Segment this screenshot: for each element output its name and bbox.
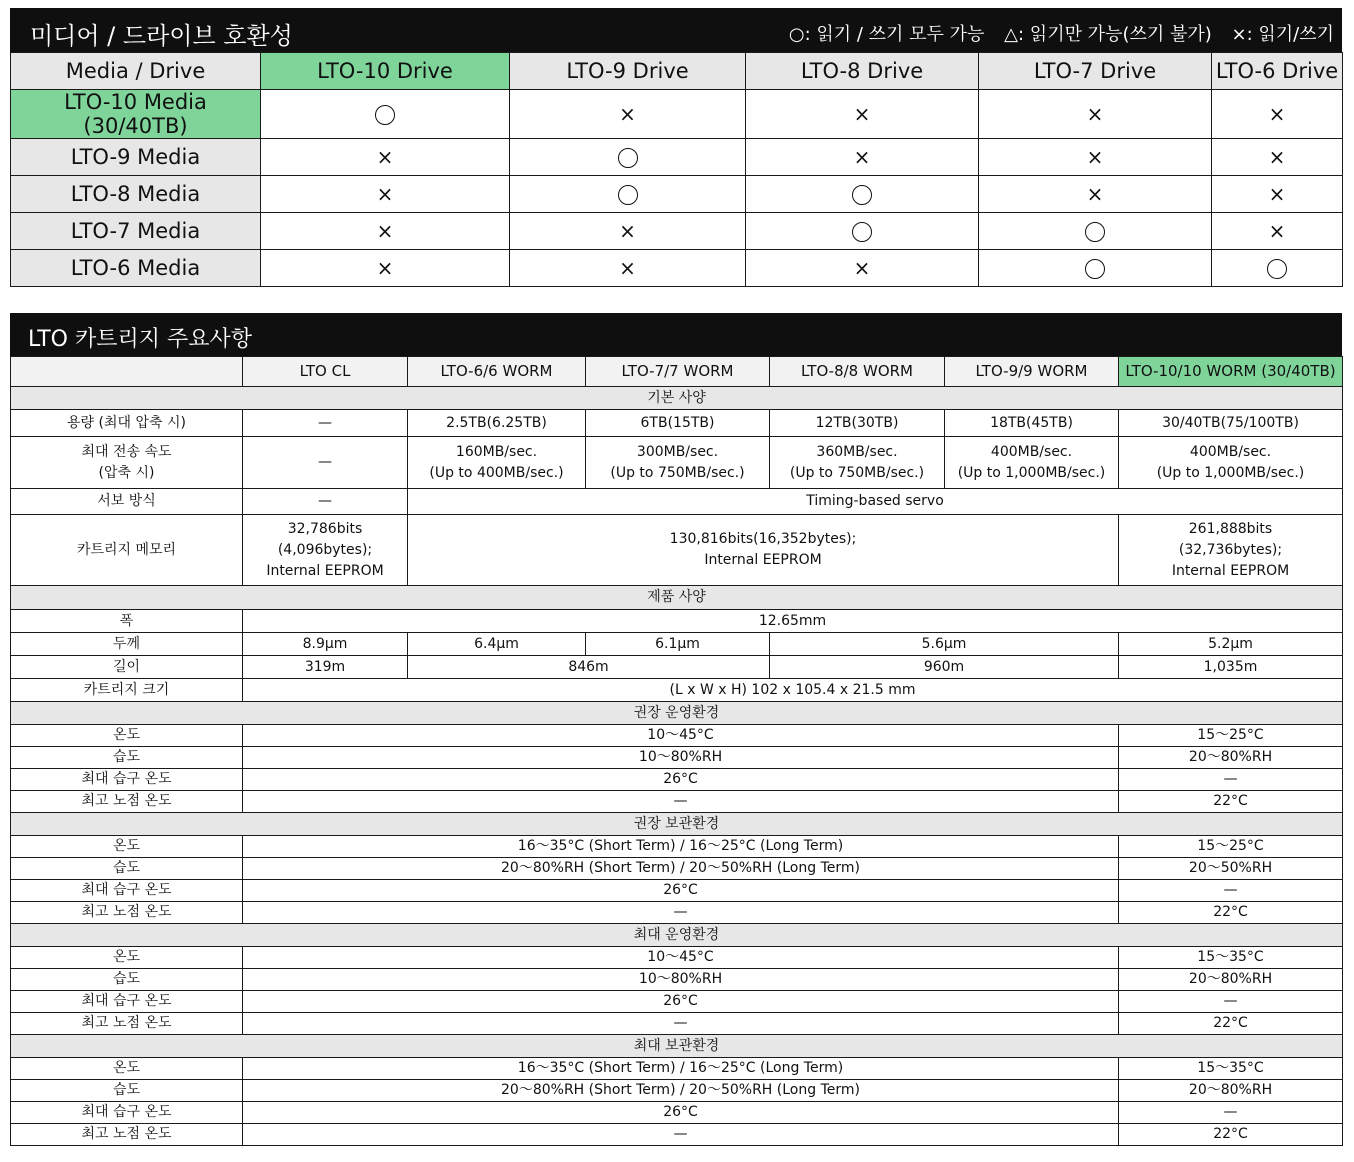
cross-mark-icon: × <box>1268 145 1286 169</box>
legend-read-write: ○: 읽기 / 쓰기 모두 가능 <box>788 24 985 45</box>
capacity-cell: 18TB(45TB) <box>945 410 1119 437</box>
compat-cell <box>510 139 746 176</box>
compat-cell <box>1212 139 1343 176</box>
env-value-lto10: 20～80%RH <box>1119 969 1343 991</box>
compat-legend <box>775 20 1334 46</box>
spec-title: LTO 카트리지 주요사항 <box>28 327 252 352</box>
compat-header-row <box>11 53 1343 90</box>
cross-mark-icon: × <box>1086 182 1104 206</box>
speed-cell <box>945 437 1119 489</box>
cross-mark-icon: × <box>619 102 636 126</box>
col-lto6: LTO-6/6 WORM <box>408 357 586 387</box>
env-row-temp <box>11 725 1343 747</box>
env-label: 습도 <box>11 1080 243 1102</box>
speed-compressed: (Up to 1,000MB/sec.) <box>1156 464 1305 481</box>
compat-row <box>11 213 1343 250</box>
col-lto7: LTO-7/7 WORM <box>586 357 770 387</box>
compat-table <box>10 52 1343 287</box>
speed-value: 400MB/sec. <box>990 443 1073 460</box>
cross-mark-icon: × <box>376 145 394 169</box>
env-value-lto10: — <box>1119 991 1343 1013</box>
cross-mark-icon: × <box>1268 102 1286 126</box>
env-value: — <box>243 1124 1119 1146</box>
drive-lto6: LTO-6 Drive <box>1212 53 1343 90</box>
thickness-cell: 6.1μm <box>586 633 770 656</box>
cross-mark-icon: × <box>376 182 394 206</box>
legend-read-only: △: 읽기만 가능(쓰기 불가) <box>1004 24 1212 45</box>
media-label: LTO-9 Media <box>11 139 261 176</box>
circle-mark-icon <box>618 185 638 205</box>
media-label: LTO-6 Media <box>11 250 261 287</box>
env-value: — <box>243 902 1119 924</box>
circle-mark-icon <box>852 185 872 205</box>
drive-lto10: LTO-10 Drive <box>261 53 510 90</box>
env-row-temp <box>11 947 1343 969</box>
col-lto8: LTO-8/8 WORM <box>770 357 945 387</box>
speed-label <box>11 437 243 489</box>
speed-value: 360MB/sec. <box>816 443 898 460</box>
memory-line: 130,816bits(16,352bytes); <box>669 531 857 547</box>
memory-line: 32,786bits <box>287 520 363 537</box>
servo-cell: — <box>243 489 408 515</box>
speed-compressed: (Up to 1,000MB/sec.) <box>957 464 1106 481</box>
env-row-dew-point <box>11 791 1343 813</box>
cross-mark-icon: × <box>1268 219 1286 243</box>
env-value: 26°C <box>243 991 1119 1013</box>
memory-cell <box>243 515 408 586</box>
compat-row <box>11 90 1343 139</box>
drive-lto8: LTO-8 Drive <box>746 53 979 90</box>
circle-mark-icon <box>375 105 395 125</box>
compat-cell <box>1212 176 1343 213</box>
cross-mark-icon: × <box>853 256 871 280</box>
circle-mark-icon <box>1085 259 1105 279</box>
thickness-cell: 8.9μm <box>243 633 408 656</box>
env-label: 습도 <box>11 858 243 880</box>
size-row <box>11 679 1343 702</box>
compat-title-bar <box>10 8 1342 52</box>
memory-line: Internal EEPROM <box>266 562 384 579</box>
env-value-lto10: 20～50%RH <box>1119 858 1343 880</box>
length-row <box>11 656 1343 679</box>
speed-value: 400MB/sec. <box>1189 443 1272 460</box>
spec-table <box>10 356 1343 1146</box>
env-label: 습도 <box>11 747 243 769</box>
cross-mark-icon: × <box>1086 102 1104 126</box>
compat-cell <box>510 213 746 250</box>
env-row-dew-point <box>11 1124 1343 1146</box>
env-value: 16～35°C (Short Term) / 16～25°C (Long Term) <box>243 1058 1119 1080</box>
env-row-dew-point <box>11 902 1343 924</box>
capacity-cell: — <box>243 410 408 437</box>
cross-mark-icon: × <box>619 256 636 280</box>
servo-label: 서보 방식 <box>11 489 243 515</box>
env-value-lto10: 15～25°C <box>1119 725 1343 747</box>
drive-lto7: LTO-7 Drive <box>979 53 1212 90</box>
section-basic: 기본 사양 <box>11 387 1343 410</box>
env-value-lto10: 15～35°C <box>1119 947 1343 969</box>
compat-cell <box>261 139 510 176</box>
length-cell: 1,035m <box>1119 656 1343 679</box>
cross-mark-icon: × <box>1268 182 1286 206</box>
env-label: 최고 노점 온도 <box>11 791 243 813</box>
env-label: 최대 습구 온도 <box>11 880 243 902</box>
env-value: 10～45°C <box>243 725 1119 747</box>
circle-mark-icon <box>1267 259 1287 279</box>
env-label: 최대 습구 온도 <box>11 1102 243 1124</box>
env-row-wet-bulb <box>11 769 1343 791</box>
memory-line: Internal EEPROM <box>1171 562 1290 579</box>
env-value: 20～80%RH (Short Term) / 20～50%RH (Long Term) <box>243 1080 1119 1102</box>
size-label: 카트리지 크기 <box>11 679 243 702</box>
env-label: 온도 <box>11 947 243 969</box>
spec-corner <box>11 357 243 387</box>
env-row-temp <box>11 836 1343 858</box>
media-label: LTO-8 Media <box>11 176 261 213</box>
env-label: 습도 <box>11 969 243 991</box>
length-label: 길이 <box>11 656 243 679</box>
env-row-wet-bulb <box>11 991 1343 1013</box>
memory-cell <box>1119 515 1343 586</box>
circle-mark-icon <box>618 148 638 168</box>
thickness-cell: 6.4μm <box>408 633 586 656</box>
compat-cell <box>261 250 510 287</box>
size-cell: (L x W x H) 102 x 105.4 x 21.5 mm <box>243 679 1343 702</box>
memory-cell <box>408 515 1119 586</box>
env-row-humidity <box>11 858 1343 880</box>
speed-compressed: (Up to 750MB/sec.) <box>610 464 745 481</box>
memory-row <box>11 515 1343 586</box>
env-value-lto10: 15～25°C <box>1119 836 1343 858</box>
env-label: 최대 습구 온도 <box>11 991 243 1013</box>
memory-line: (4,096bytes); <box>277 541 373 558</box>
speed-row <box>11 437 1343 489</box>
speed-value: 160MB/sec. <box>455 443 538 460</box>
cross-mark-icon: × <box>853 102 871 126</box>
env-value: 16～35°C (Short Term) / 16～25°C (Long Term) <box>243 836 1119 858</box>
env-value: 10～45°C <box>243 947 1119 969</box>
capacity-cell: 6TB(15TB) <box>586 410 770 437</box>
env-label: 온도 <box>11 836 243 858</box>
col-lto10: LTO-10/10 WORM (30/40TB) <box>1119 357 1343 387</box>
compat-cell <box>979 139 1212 176</box>
width-cell: 12.65mm <box>243 610 1343 633</box>
cross-mark-icon: × <box>376 256 394 280</box>
circle-mark-icon <box>852 222 872 242</box>
compat-cell <box>979 213 1212 250</box>
cross-mark-icon: × <box>619 219 636 243</box>
env-row-humidity <box>11 969 1343 991</box>
compat-cell <box>261 90 510 139</box>
section-env: 최대 보관환경 <box>11 1035 1343 1058</box>
col-lto9: LTO-9/9 WORM <box>945 357 1119 387</box>
compat-cell <box>746 213 979 250</box>
compat-cell <box>746 250 979 287</box>
env-label: 온도 <box>11 1058 243 1080</box>
speed-value: 300MB/sec. <box>636 443 719 460</box>
env-row-temp <box>11 1058 1343 1080</box>
length-cell: 319m <box>243 656 408 679</box>
env-label: 최대 습구 온도 <box>11 769 243 791</box>
env-value-lto10: 22°C <box>1119 791 1343 813</box>
compat-cell <box>746 176 979 213</box>
env-label: 온도 <box>11 725 243 747</box>
section-env: 최대 운영환경 <box>11 924 1343 947</box>
servo-cell: Timing-based servo <box>408 489 1343 515</box>
speed-label-line: (압축 시) <box>98 464 155 481</box>
env-row-humidity <box>11 1080 1343 1102</box>
width-row <box>11 610 1343 633</box>
cross-mark-icon: × <box>376 219 394 243</box>
env-row-wet-bulb <box>11 1102 1343 1124</box>
length-cell: 960m <box>770 656 1119 679</box>
spec-title-bar <box>10 313 1342 356</box>
speed-compressed: (Up to 750MB/sec.) <box>789 464 925 481</box>
env-row-dew-point <box>11 1013 1343 1035</box>
env-value: — <box>243 791 1119 813</box>
env-row-humidity <box>11 747 1343 769</box>
media-label: LTO-10 Media (30/40TB) <box>11 90 261 139</box>
env-label: 최고 노점 온도 <box>11 902 243 924</box>
env-row-wet-bulb <box>11 880 1343 902</box>
section-product: 제품 사양 <box>11 586 1343 610</box>
env-value: 10～80%RH <box>243 747 1119 769</box>
capacity-label: 용량 (최대 압축 시) <box>11 410 243 437</box>
compat-cell <box>510 90 746 139</box>
compat-cell <box>746 139 979 176</box>
compat-row <box>11 139 1343 176</box>
speed-compressed: (Up to 400MB/sec.) <box>429 464 564 481</box>
speed-cell: — <box>243 437 408 489</box>
thickness-cell: 5.6μm <box>770 633 1119 656</box>
env-value-lto10: — <box>1119 769 1343 791</box>
thickness-label: 두께 <box>11 633 243 656</box>
speed-cell <box>408 437 586 489</box>
env-value-lto10: 22°C <box>1119 902 1343 924</box>
env-value: 26°C <box>243 880 1119 902</box>
memory-label: 카트리지 메모리 <box>11 515 243 586</box>
memory-line: Internal EEPROM <box>704 552 822 568</box>
env-value-lto10: — <box>1119 880 1343 902</box>
env-value-lto10: 20～80%RH <box>1119 1080 1343 1102</box>
cross-mark-icon: × <box>1086 145 1104 169</box>
spec-header-row <box>11 357 1343 387</box>
env-value: — <box>243 1013 1119 1035</box>
compat-cell <box>261 213 510 250</box>
compat-cell <box>261 176 510 213</box>
compat-corner: Media / Drive <box>11 53 261 90</box>
media-label: LTO-7 Media <box>11 213 261 250</box>
col-lto-cl: LTO CL <box>243 357 408 387</box>
cross-mark-icon: × <box>853 145 871 169</box>
env-value-lto10: 22°C <box>1119 1124 1343 1146</box>
env-value-lto10: 20～80%RH <box>1119 747 1343 769</box>
drive-lto9: LTO-9 Drive <box>510 53 746 90</box>
env-value: 26°C <box>243 1102 1119 1124</box>
speed-cell <box>770 437 945 489</box>
speed-label-line: 최대 전송 속도 <box>81 443 172 460</box>
env-value: 20～80%RH (Short Term) / 20～50%RH (Long Term) <box>243 858 1119 880</box>
compat-cell <box>1212 250 1343 287</box>
memory-line: (32,736bytes); <box>1178 541 1283 558</box>
circle-mark-icon <box>1085 222 1105 242</box>
thickness-cell: 5.2μm <box>1119 633 1343 656</box>
compat-row <box>11 250 1343 287</box>
thickness-row <box>11 633 1343 656</box>
section-env: 권장 보관환경 <box>11 813 1343 836</box>
capacity-cell: 30/40TB(75/100TB) <box>1119 410 1343 437</box>
env-value: 10～80%RH <box>243 969 1119 991</box>
compat-row <box>11 176 1343 213</box>
compat-cell <box>746 90 979 139</box>
compat-cell <box>979 250 1212 287</box>
env-label: 최고 노점 온도 <box>11 1013 243 1035</box>
length-cell: 846m <box>408 656 770 679</box>
compat-cell <box>510 250 746 287</box>
compat-cell <box>1212 90 1343 139</box>
memory-line: 261,888bits <box>1188 520 1273 537</box>
compat-cell <box>979 176 1212 213</box>
env-label: 최고 노점 온도 <box>11 1124 243 1146</box>
width-label: 폭 <box>11 610 243 633</box>
env-value-lto10: — <box>1119 1102 1343 1124</box>
speed-cell <box>586 437 770 489</box>
env-value-lto10: 22°C <box>1119 1013 1343 1035</box>
compat-cell <box>510 176 746 213</box>
capacity-row <box>11 410 1343 437</box>
env-value-lto10: 15～35°C <box>1119 1058 1343 1080</box>
capacity-cell: 12TB(30TB) <box>770 410 945 437</box>
compat-cell <box>1212 213 1343 250</box>
servo-row <box>11 489 1343 515</box>
capacity-cell: 2.5TB(6.25TB) <box>408 410 586 437</box>
compat-title: 미디어 / 드라이브 호환성 <box>30 22 293 50</box>
env-value: 26°C <box>243 769 1119 791</box>
section-env: 권장 운영환경 <box>11 702 1343 725</box>
legend-none: ×: 읽기/쓰기 <box>1231 24 1334 45</box>
compat-cell <box>979 90 1212 139</box>
speed-cell <box>1119 437 1343 489</box>
